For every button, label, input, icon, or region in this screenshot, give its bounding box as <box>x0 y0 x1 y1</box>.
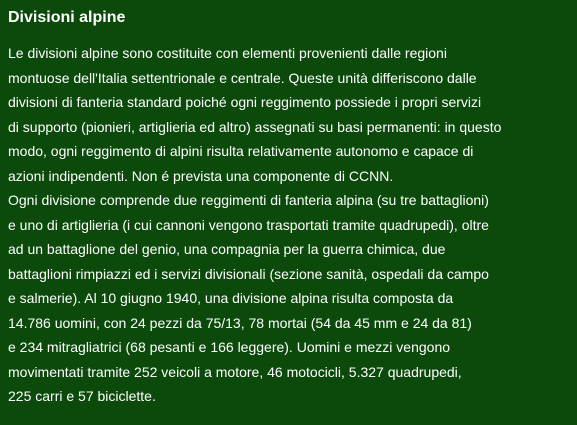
body-line: e salmerie). Al 10 giugno 1940, una divisione alpina risulta composta da <box>8 290 454 306</box>
body-line: montuose dell'Italia settentrionale e centrale. Queste unità differiscono dalle <box>8 69 477 86</box>
body-line: azioni indipendenti. Non é prevista una componente di CCNN. <box>8 167 394 184</box>
body-line: Le divisioni alpine sono costituite con elementi provenienti dalle regioni <box>8 45 447 61</box>
body-line: Ogni divisione comprende due reggimenti di fanteria alpina (su tre battaglioni) <box>8 192 489 208</box>
body-line: 14.786 uomini, con 24 pezzi da 75/13, 78 mortai (54 da 45 mm e 24 da 81) <box>8 314 472 331</box>
body-line: battaglioni rimpiazzi ed i servizi divisionali (sezione sanità, ospedali da campo <box>8 265 489 282</box>
body-line: di supporto (pionieri, artiglieria ed altro) assegnati su basi permanenti: in questo <box>8 118 502 135</box>
body-line: 225 carri e 57 biciclette. <box>8 388 156 404</box>
body-line: movimentati tramite 252 veicoli a motore, 46 motocicli, 5.327 quadrupedi, <box>8 363 462 380</box>
body-line: modo, ogni reggimento di alpini risulta relativamente autonomo e capace di <box>8 143 474 159</box>
body-line: e uno di artiglieria (i cui cannoni vengono trasportati tramite quadrupedi), oltre <box>8 216 489 233</box>
body-line: ad un battaglione del genio, una compagnia per la guerra chimica, due <box>8 241 446 257</box>
body-line: e 234 mitragliatrici (68 pesanti e 166 leggere). Uomini e mezzi vengono <box>8 339 451 355</box>
body-line: divisioni di fanteria standard poiché ogni reggimento possiede i propri servizi <box>8 94 482 110</box>
panel-title: Divisioni alpine <box>8 9 126 26</box>
panel-body <box>8 41 573 409</box>
